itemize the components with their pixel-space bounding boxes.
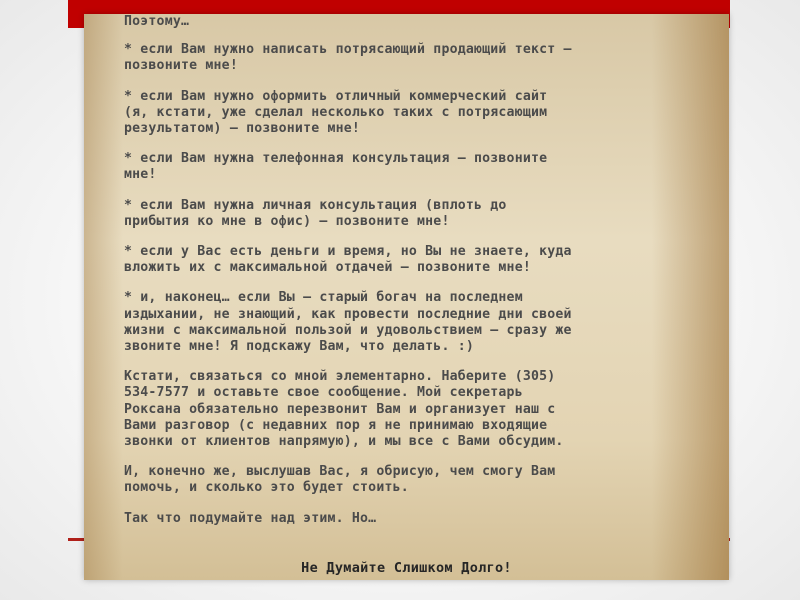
parchment-page: [84, 14, 729, 580]
think-line: Так что подумайте над этим. Но…: [124, 510, 377, 526]
list-item: * если Вам нужна телефонная консультация – позвоните мне!: [124, 151, 548, 183]
list-item: * если Вам нужно написать потрясающий продающий текст – позвоните мне!: [124, 42, 572, 74]
list-item: * если у Вас есть деньги и время, но Вы не знаете, куда вложить их с максимальной отдачей – позвоните мне!: [124, 244, 572, 276]
closing-line: Не Думайте Слишком Долго!: [301, 560, 512, 576]
intro-line: Поэтому…: [124, 14, 190, 29]
contact-paragraph: Кстати, связаться со мной элементарно. Наберите (305) 534-7577 и оставьте свое сообщение. Мой секретарь Роксана обязательно перезвонит Вам и организует наш с Вами разговор (с недавних пор я не принимаю входящие звонки от клиентов напрямую), и мы все с Вами обсудим.: [124, 369, 564, 450]
letter-text: [124, 14, 714, 541]
estimate-paragraph: И, конечно же, выслушав Вас, я обрисую, чем смогу Вам помочь, и сколько это будет стоить.: [124, 464, 556, 496]
list-item: * и, наконец… если Вы – старый богач на последнем издыхании, не знающий, как провести последние дни своей жизни с максимальной пользой и удовольствием – сразу же звоните мне! Я подскажу Вам, что делать. :): [124, 290, 572, 355]
list-item: * если Вам нужна личная консультация (вплоть до прибытия ко мне в офис) – позвоните мне!: [124, 197, 507, 229]
list-item: * если Вам нужно оформить отличный коммерческий сайт (я, кстати, уже сделал несколько таких с потрясающим результатом) – позвоните мне!: [124, 88, 548, 137]
